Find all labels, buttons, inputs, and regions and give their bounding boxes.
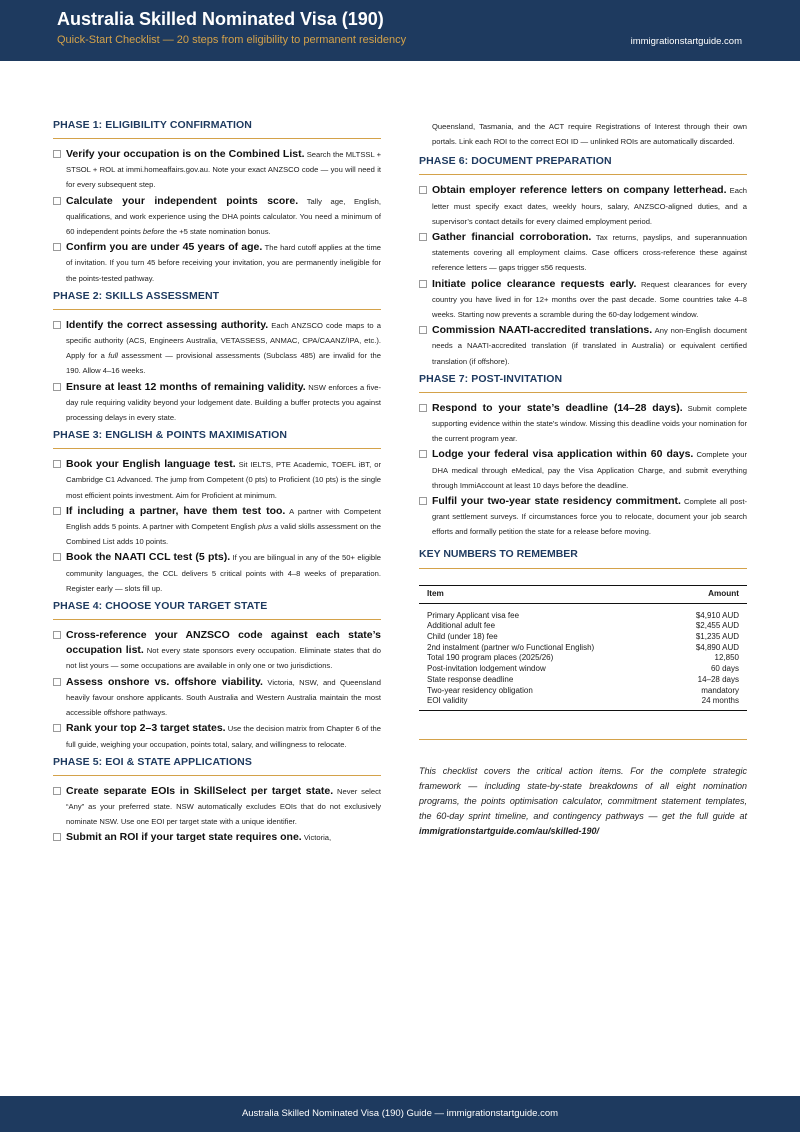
checklist-item [53, 550, 381, 596]
item-heading: Identify the correct assessing authority. [66, 318, 269, 331]
checkbox[interactable] [53, 553, 61, 561]
right-column [419, 119, 747, 839]
checkbox[interactable] [53, 678, 61, 686]
row-item: 2nd instalment (partner w/o Functional English) [427, 642, 595, 652]
checklist-item [53, 147, 381, 193]
item-text: Not every state sponsors every occupation. Eliminate states that do not list yours — some occupations are available in only one or two jurisdictions. [66, 646, 381, 671]
checkbox[interactable] [53, 243, 61, 251]
item-text: Use the decision matrix from Chapter 6 of the full guide, weighing your occupation, points total, salary, and willingness to relocate. [66, 724, 381, 749]
checkbox[interactable] [419, 233, 427, 241]
closing-note [419, 764, 747, 839]
column-header-item: Item [419, 585, 667, 603]
item-text: Victoria, NSW, and Queensland heavily favour onshore applicants. South Australia and Western Australia maintain the most accessible offshore pathways. [66, 677, 382, 718]
item-text: the +5 state nomination bonus. [166, 227, 271, 237]
checkbox[interactable] [419, 404, 427, 412]
item-heading: Confirm you are under 45 years of age. [66, 241, 263, 254]
checklist-item [53, 628, 381, 674]
item-continuation: Queensland, Tasmania, and the ACT require Registrations of Interest through their own portals. Link each ROI to the correct EOI ID — unlinked ROIs are automatically discarded. [432, 122, 747, 147]
section-divider [419, 739, 747, 740]
item-text: Never select “Any” as your preferred state. NSW automatically excludes EOIs that do not exclusively nominate NSW. Use one EOI per target state with a unique identifier. [66, 786, 381, 827]
item-text: Complete all post-grant settlement surveys. If circumstances force you to relocate, document your job search efforts and formally petition the state for a release before moving. [432, 497, 747, 537]
column-header-amount: Amount [667, 585, 747, 603]
checklist-item [53, 194, 381, 240]
row-amount: $1,235 AUD [695, 632, 739, 642]
row-item: Additional adult fee [427, 621, 496, 631]
row-item: Child (under 18) fee [427, 632, 498, 642]
table-row [419, 653, 747, 664]
row-item: State response deadline [427, 674, 514, 684]
page-title: Australia Skilled Nominated Visa (190) [57, 9, 384, 29]
row-amount: $4,890 AUD [695, 642, 739, 652]
phase-3-section [53, 429, 381, 596]
item-text: Each letter must specify exact dates, weekly hours, salary, ANZSCO-aligned duties, and a supervisor’s contact details for every claimed employment period. [432, 186, 747, 226]
item-heading: Create separate EOIs in SkillSelect per target state. [66, 784, 334, 797]
phase-2-section [53, 290, 381, 425]
item-text: assessment — provisional assessments (Subclass 485) are invalid for the 190. Allow 4–16 weeks. [66, 351, 381, 376]
checklist-item [419, 277, 747, 323]
item-heading: Verify your occupation is on the Combined List. [66, 148, 305, 160]
phase-heading: PHASE 3: ENGLISH & POINTS MAXIMISATION [53, 429, 381, 449]
checkbox[interactable] [53, 787, 61, 795]
table-row [419, 643, 747, 654]
checklist-item [53, 318, 381, 379]
item-heading: Ensure at least 12 months of remaining validity. [66, 380, 306, 393]
table-row [419, 686, 747, 697]
row-amount: 24 months [667, 696, 747, 710]
row-amount: $4,910 AUD [695, 610, 739, 620]
checklist-item [419, 183, 747, 229]
checklist-item [53, 240, 381, 286]
checklist-item [419, 494, 747, 540]
item-heading: If including a partner, have them test too. [66, 504, 286, 517]
row-item: EOI validity [419, 696, 667, 710]
item-heading: Commission NAATI-accredited translations. [432, 324, 653, 337]
item-text: A partner with Competent English adds 5 points. A partner with Competent English [66, 506, 382, 532]
checklist-item [53, 380, 381, 426]
item-emphasis: full [108, 351, 118, 361]
item-text: a valid skills assessment on the Combined List adds 10 points. [66, 522, 381, 547]
phase-heading: PHASE 2: SKILLS ASSESSMENT [53, 290, 381, 310]
closing-text: This checklist covers the critical action items. For the complete strategic framework — including state-by-state breakdowns of all eight nomination programs, the points optimisation calculator, commitment statement templates, the 60-day sprint timeline, and contingency pathways — get the full guide at [419, 766, 747, 821]
phase-heading: PHASE 6: DOCUMENT PREPARATION [419, 155, 747, 175]
item-heading: Book the NAATI CCL test (5 pts). [66, 551, 231, 564]
guide-link[interactable]: immigrationstartguide.com/au/skilled-190/ [419, 826, 600, 836]
row-amount: 60 days [710, 664, 739, 674]
phase-heading: PHASE 7: POST-INVITATION [419, 373, 747, 393]
row-amount: mandatory [701, 685, 739, 695]
table-row [419, 632, 747, 643]
checkbox[interactable] [53, 833, 61, 841]
key-numbers-table [419, 585, 747, 711]
page-subtitle: Quick-Start Checklist — 20 steps from eligibility to permanent residency [57, 34, 407, 46]
checkbox[interactable] [53, 197, 61, 205]
header-site-link[interactable]: immigrationstartguide.com [630, 36, 742, 47]
row-item: Post-invitation lodgement window [427, 664, 546, 674]
table-row [419, 696, 747, 710]
page-footer: Australia Skilled Nominated Visa (190) Guide — immigrationstartguide.com [0, 1096, 800, 1132]
item-emphasis: plus [257, 522, 272, 532]
row-amount: 14–28 days [697, 674, 739, 684]
checkbox[interactable] [419, 186, 427, 194]
table-row [419, 675, 747, 686]
key-numbers-heading: KEY NUMBERS TO REMEMBER [419, 548, 747, 569]
checkbox[interactable] [53, 460, 61, 468]
item-heading: Fulfil your two-year state residency commitment. [432, 495, 681, 508]
checkbox[interactable] [419, 326, 427, 334]
table-row [419, 664, 747, 675]
checkbox[interactable] [53, 724, 61, 732]
item-heading: Submit an ROI if your target state requires one. [66, 831, 302, 844]
key-numbers-section [419, 548, 747, 711]
item-text: Tally age, English, qualifications, and work experience using the DHA points calculator. You need a minimum of 60 independent points [66, 196, 381, 237]
item-heading: Calculate your independent points score. [66, 194, 299, 207]
row-item: Two-year residency obligation [427, 685, 533, 695]
item-text: If you are bilingual in any of the 50+ eligible community languages, the CCL delivers 5 critical points with 4–8 weeks of preparation. Register early — slots fill up. [66, 553, 381, 593]
item-heading: Cross-reference your ANZSCO code against each state’s occupation list. [66, 629, 381, 657]
checkbox[interactable] [53, 631, 61, 639]
page-header [0, 0, 800, 61]
checkbox[interactable] [419, 280, 427, 288]
item-text: Each ANZSCO code maps to a specific authority (ACS, Engineers Australia, VETASSESS, ANMAC, CPA/CAANZ/IPA, etc.). Apply for a [66, 320, 381, 361]
row-item: Total 190 program places (2025/26) [427, 653, 554, 663]
item-heading: Gather financial corroboration. [432, 231, 592, 244]
left-column [53, 119, 381, 847]
checkbox[interactable] [419, 450, 427, 458]
item-emphasis: before [142, 227, 165, 237]
phase-heading: PHASE 1: ELIGIBILITY CONFIRMATION [53, 119, 381, 139]
checklist-item [419, 401, 747, 447]
item-heading: Lodge your federal visa application within 60 days. [432, 448, 694, 461]
item-heading: Rank your top 2–3 target states. [66, 722, 226, 735]
item-text: Sit IELTS, PTE Academic, TOEFL iBT, or Cambridge C1 Advanced. The jump from Competent (0 pts) to Proficient (10 pts) is the single most efficient points investment. Aim for Proficient at minimum. [66, 460, 381, 500]
table-row [419, 603, 747, 621]
checklist-item [53, 830, 381, 845]
phase-4-section [53, 600, 381, 752]
checkbox[interactable] [53, 507, 61, 515]
item-text: The hard cutoff applies at the time of invitation. If you turn 45 before receiving your invitation, you are permanently ineligible for the points-tested pathway. [66, 243, 381, 283]
row-item: Primary Applicant visa fee [427, 610, 520, 620]
phase-heading: PHASE 4: CHOOSE YOUR TARGET STATE [53, 600, 381, 620]
item-heading: Respond to your state’s deadline (14–28 days). [432, 401, 683, 414]
checklist-item [419, 230, 747, 276]
item-text: Submit complete supporting evidence within the state’s window. Missing this deadline voids your nomination for the current program year. [432, 403, 747, 444]
item-heading: Book your English language test. [66, 458, 236, 471]
table-header-row [419, 585, 747, 603]
checklist-item [53, 457, 381, 503]
item-text: Victoria, [303, 833, 332, 843]
checkbox[interactable] [53, 383, 61, 391]
row-amount: 12,850 [714, 653, 739, 663]
table-row [419, 621, 747, 632]
checkbox[interactable] [53, 150, 61, 158]
checklist-item [53, 504, 381, 550]
item-text: Any non-English document needs a NAATI-accredited translation (if translated in Australia) or equivalent certified translation (if offshore). [432, 326, 747, 366]
checklist-item [419, 323, 747, 369]
item-text: Request clearances for every country you have lived in for 12+ months over the past decade. Some countries take 4–8 weeks. Starting now prevents a scramble during the 60-day lodgement window. [432, 279, 747, 320]
checklist-item [53, 721, 381, 751]
row-amount: $2,455 AUD [695, 621, 739, 631]
checklist-item [53, 784, 381, 830]
checklist-item [419, 447, 747, 493]
phase-6-section [419, 155, 747, 368]
item-text: Search the MLTSSL + STSOL + ROL at immi.homeaffairs.gov.au. Note your exact ANZSCO code — you will need it for every subsequent step. [66, 150, 382, 190]
item-text: Complete your DHA medical through eMedical, pay the Visa Application Charge, and submit everything through ImmiAccount at least 10 days before the deadline. [432, 450, 747, 490]
phase-1-section [53, 119, 381, 286]
checklist-item [53, 675, 381, 721]
phase-5-section [53, 756, 381, 846]
checkbox[interactable] [419, 497, 427, 505]
item-text: NSW enforces a five-day rule requiring validity beyond your lodgement date. Building a buffer protects you against processing delays in every state. [66, 382, 381, 423]
item-heading: Assess onshore vs. offshore viability. [66, 675, 263, 688]
item-text: Tax returns, payslips, and superannuation statements covering all employment claims. Case officers cross-reference these against reference letters — gaps trigger s56 requests. [432, 233, 747, 273]
item-heading: Initiate police clearance requests early. [432, 277, 637, 290]
phase-7-section [419, 373, 747, 540]
phase-heading: PHASE 5: EOI & STATE APPLICATIONS [53, 756, 381, 776]
checkbox[interactable] [53, 321, 61, 329]
item-heading: Obtain employer reference letters on company letterhead. [432, 184, 727, 197]
